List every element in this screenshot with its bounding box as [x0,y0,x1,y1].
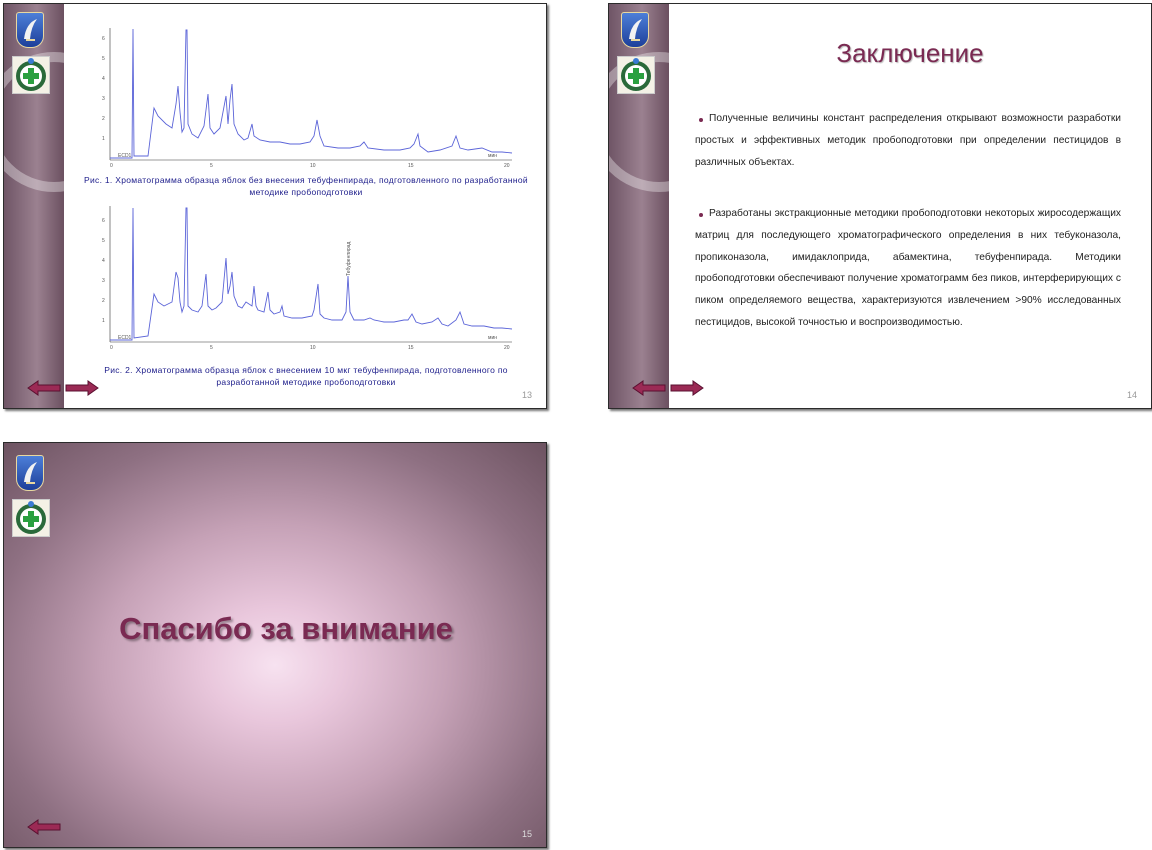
slide-number: 13 [521,390,532,400]
slide-13 [3,3,547,409]
x-unit: мин [488,153,497,159]
x-tick: 10 [310,345,316,351]
slide-number: 15 [521,829,532,839]
x-tick: 20 [504,163,510,169]
nav-arrows [26,818,66,841]
y-tick: 6 [102,36,105,42]
slide-number: 14 [1126,390,1137,400]
trace-line [110,29,512,158]
chromatogram-2 [88,202,518,352]
slide-15 [3,442,547,848]
x-tick: 0 [110,163,113,169]
y-tick: 4 [102,258,105,264]
trace-line [110,208,512,340]
emblem-icon [16,12,44,48]
cross-badge-icon [12,499,50,537]
y-tick: 3 [102,278,105,284]
chromatogram-1 [88,24,518,172]
cross-badge-icon [617,56,655,94]
peak-label: Тебуфенпирад [346,241,352,276]
conclusion-paragraph-2: Разработаны экстракционные методики пробоподготовки некоторых жиросодержащих матриц для последующего хроматографического определения в них тебуконазола, пропиконазола, имидаклоприда, абамектина, тебуфенпирада. Методики пробоподготовки обеспечивают получение хроматограмм без пиков, интерферирующих с пиком определяемого вещества, характеризуются извлечением >90% исследованных пестицидов, высокой точностью и воспроизводимостью. [695,208,1121,328]
nav-arrows [631,379,705,402]
arrow-left-icon[interactable] [28,820,60,834]
y-tick: 2 [102,116,105,122]
figure-caption-1: Рис. 1. Хроматограмма образца яблок без внесения тебуфенпирада, подготовленного по разработанной методике пробоподготовки [84,175,528,197]
slide-14 [608,3,1152,409]
detector-label: ECD1 [118,335,132,341]
y-tick: 5 [102,238,105,244]
side-bar [609,4,669,408]
emblem-icon [16,455,44,491]
side-bar [4,4,64,408]
y-tick: 4 [102,76,105,82]
x-tick: 5 [210,163,213,169]
y-tick: 6 [102,218,105,224]
x-tick: 15 [408,345,414,351]
cross-badge-icon [12,56,50,94]
arrow-left-icon[interactable] [633,381,665,395]
slide-title: Заключение [836,38,984,68]
x-unit: мин [488,335,497,341]
y-tick: 1 [102,318,105,324]
y-tick: 5 [102,56,105,62]
emblem-icon [621,12,649,48]
y-tick: 1 [102,136,105,142]
conclusion-paragraph-1: Полученные величины констант распределения открывают возможности разработки простых и эффективных методик пробоподготовки при определении пестицидов в различных объектах. [695,113,1121,168]
x-tick: 10 [310,163,316,169]
x-tick: 0 [110,345,113,351]
y-tick: 3 [102,96,105,102]
figure-caption-2: Рис. 2. Хроматограмма образца яблок с внесением 10 мкг тебуфенпирада, подготовленного по разработанной методике пробоподготовки [104,365,508,387]
x-tick: 5 [210,345,213,351]
arrow-left-icon[interactable] [28,381,60,395]
arrow-right-icon[interactable] [671,381,703,395]
x-tick: 20 [504,345,510,351]
detector-label: ECD1 [118,153,132,159]
thank-you-title: Спасибо за внимание [119,611,453,646]
x-tick: 15 [408,163,414,169]
y-tick: 2 [102,298,105,304]
